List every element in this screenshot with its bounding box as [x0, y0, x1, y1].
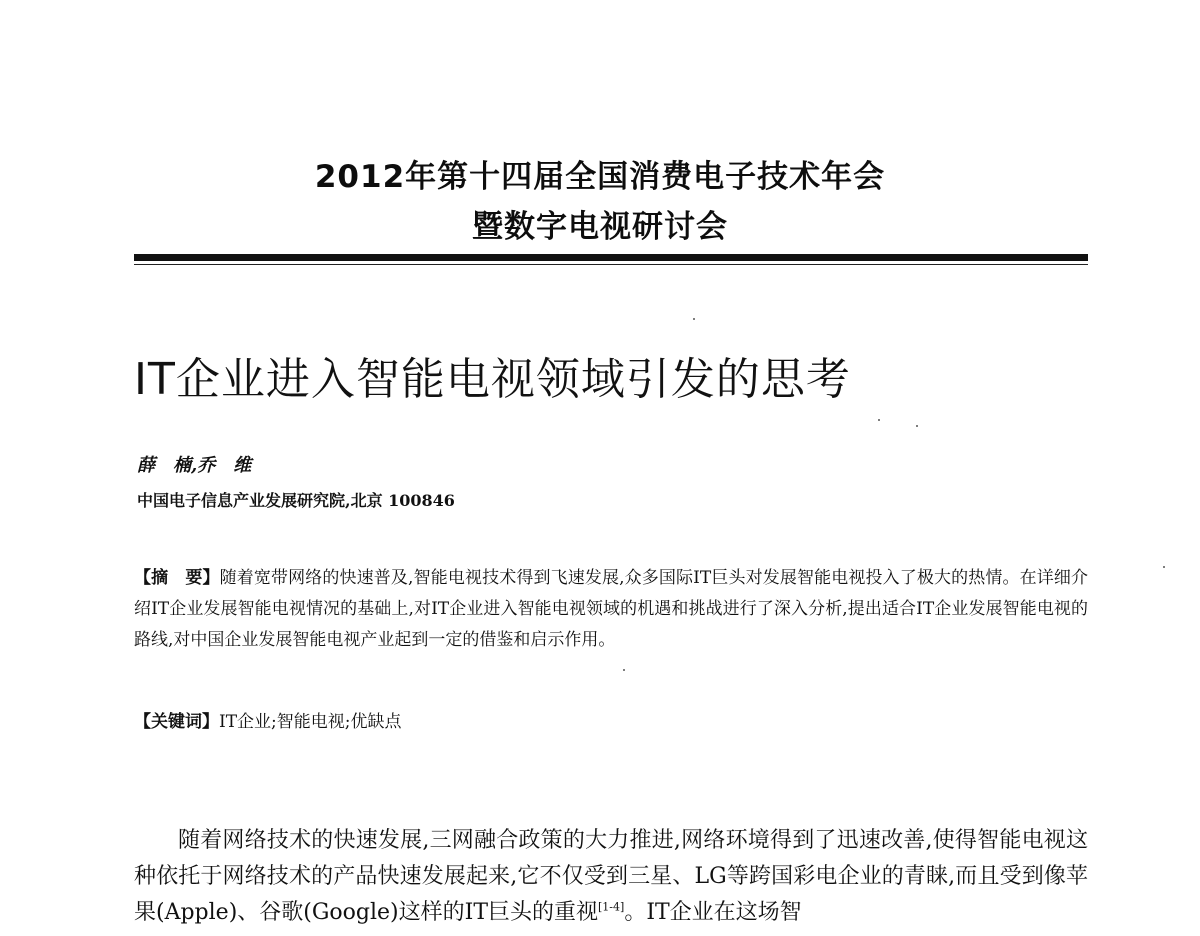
- keywords-text: IT企业;智能电视;优缺点: [219, 712, 402, 732]
- scan-speck: [623, 669, 625, 671]
- citation-ref: [1-4]: [598, 900, 625, 914]
- abstract: [134, 563, 1088, 656]
- conference-title-line-1: 2012年第十四届全国消费电子技术年会: [314, 159, 886, 195]
- header-rule-thin: [134, 264, 1088, 265]
- keywords: [134, 707, 402, 738]
- conference-title-line-2: 暨数字电视研讨会: [472, 209, 728, 245]
- header-rule-thick: [134, 254, 1088, 261]
- authors: 薛 楠,乔 维: [137, 455, 252, 476]
- affiliation: 中国电子信息产业发展研究院,北京 100846: [137, 491, 455, 510]
- body-text-before-ref: 随着网络技术的快速发展,三网融合政策的大力推进,网络环境得到了迅速改善,使得智能电视这种依托于网络技术的产品快速发展起来,它不仅受到三星、LG等跨国彩电企业的青睐,而且受到像苹果(Apple)、谷歌(Google)这样的IT巨头的重视: [134, 828, 1088, 925]
- body-text-after-ref: 。IT企业在这场智: [624, 900, 802, 925]
- body-paragraph: [134, 823, 1088, 931]
- conference-header: [0, 152, 1200, 252]
- keywords-label: 【关键词】: [134, 712, 219, 732]
- abstract-label: 【摘 要】: [134, 568, 220, 588]
- abstract-text: 随着宽带网络的快速普及,智能电视技术得到飞速发展,众多国际IT巨头对发展智能电视投入了极大的热情。在详细介绍IT企业发展智能电视情况的基础上,对IT企业进入智能电视领域的机遇和挑战进行了深入分析,提出适合IT企业发展智能电视的路线,对中国企业发展智能电视产业起到一定的借鉴和启示作用。: [134, 568, 1088, 650]
- scan-speck: [916, 425, 918, 427]
- scan-speck: [878, 419, 880, 421]
- scan-speck: [1163, 566, 1165, 568]
- paper-title: IT企业进入智能电视领域引发的思考: [134, 354, 851, 405]
- scan-speck: [693, 318, 695, 320]
